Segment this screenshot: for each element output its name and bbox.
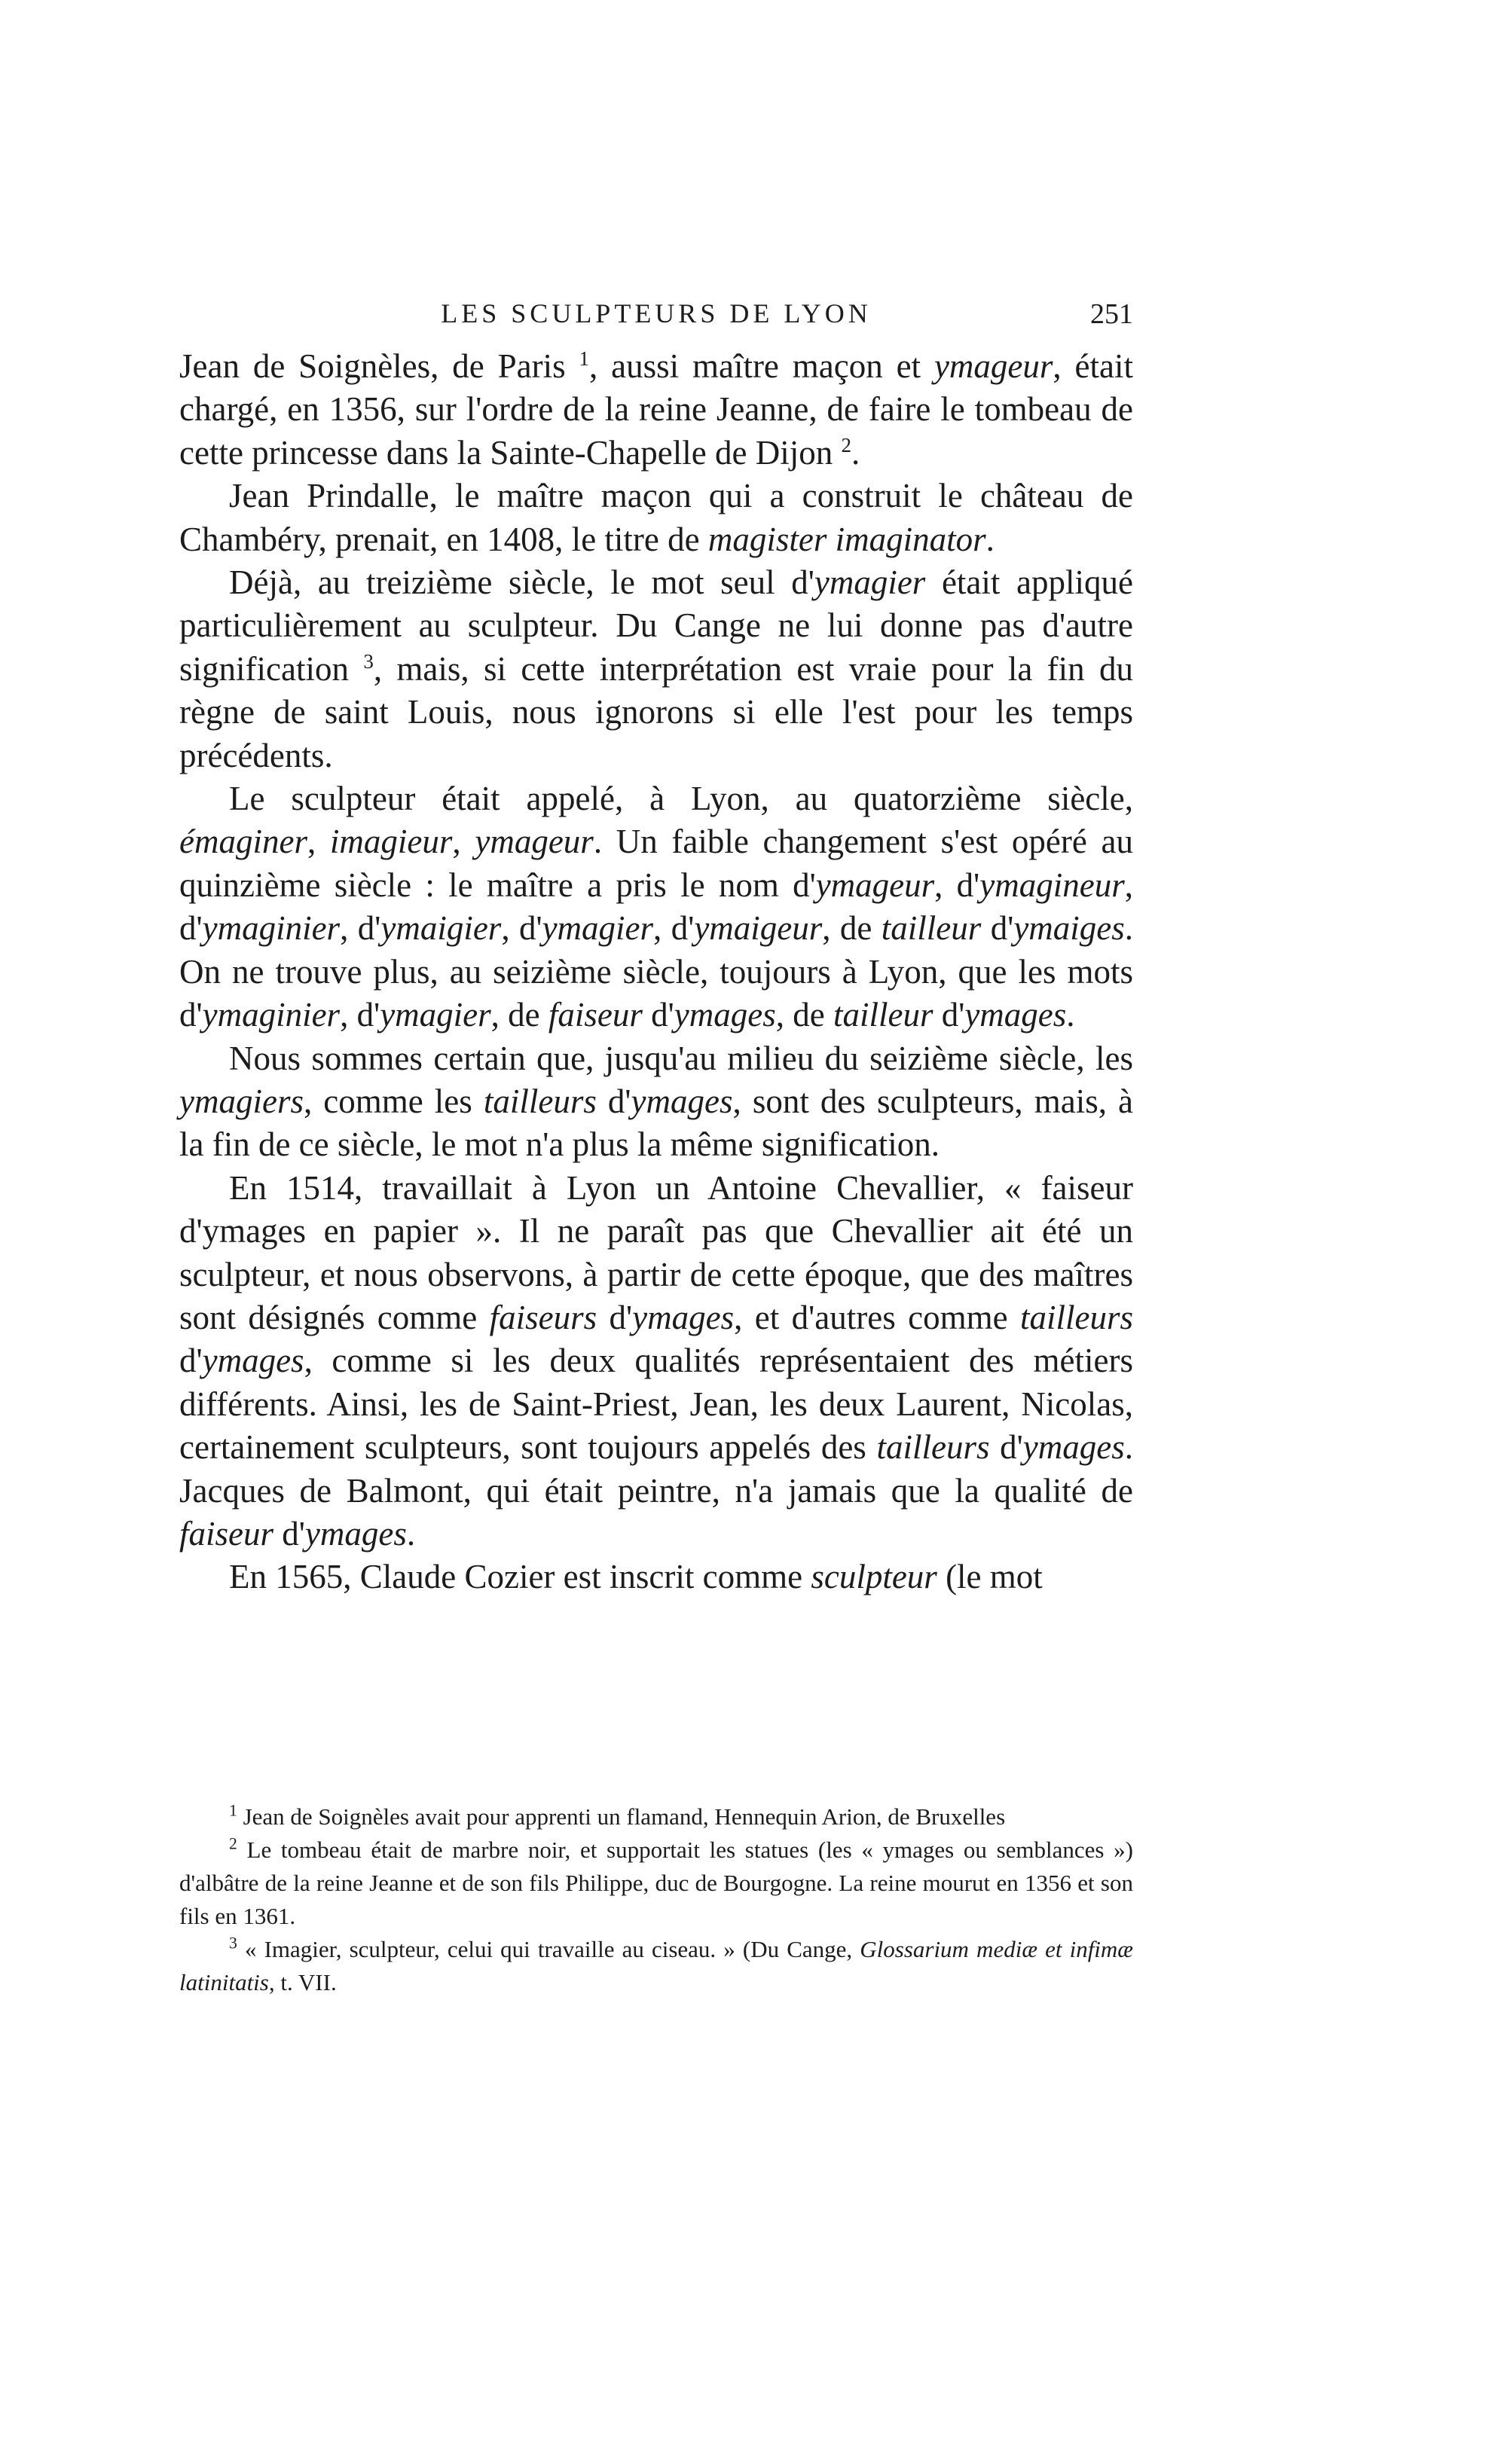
text-run: .	[851, 433, 860, 472]
text-run: ,	[307, 823, 330, 861]
italic-text: ymaginier	[202, 909, 341, 948]
footnote	[179, 1800, 1133, 1833]
text-run: d'	[596, 1082, 631, 1120]
text-run: , mais, si cette interprétation est vraie pour la fin du règne de saint Louis, nous ignorons si elle l'est pour les temps précédents.	[179, 649, 1133, 774]
italic-text: ymagier	[380, 996, 491, 1034]
text-run: d'	[179, 1342, 203, 1380]
footnotes	[179, 1800, 1133, 1999]
italic-text: ymageur	[933, 347, 1053, 385]
footnote	[179, 1933, 1133, 1999]
text-run: , t. VII.	[268, 1969, 337, 1995]
footnote-number: 2	[229, 1834, 237, 1853]
text-run: , aussi maître maçon et	[588, 347, 934, 385]
text-run: En 1514, travaillait à Lyon un Antoine Chevallier, « faiseur d'ymages en papier ». Il ne paraît pas que Chevallier ait été un sculpteur, et nous observons, à partir de cette époque, que des maîtres sont désignés comme	[179, 1168, 1133, 1336]
italic-text: faiseur	[179, 1514, 274, 1553]
italic-text: tailleurs	[1019, 1298, 1133, 1336]
paragraph	[179, 1556, 1133, 1598]
text-run: . Un faible changement s'est opéré au quinzième siècle : le maître a pris le nom d'	[179, 823, 1133, 904]
italic-text: émaginer	[179, 823, 307, 861]
italic-text: ymagiers	[179, 1082, 304, 1120]
italic-text: ymaginier	[202, 996, 341, 1034]
italic-text: tailleur	[833, 996, 933, 1034]
text-run: .	[406, 1514, 416, 1553]
text-run: était appliqué particulièrement au sculpteur. Du Cange ne lui donne pas d'autre signification	[179, 563, 1134, 688]
text-run: , était chargé, en 1356, sur l'ordre de la reine Jeanne, de faire le tombeau de cette princesse dans la Sainte-Chapelle de Dijon	[179, 347, 1133, 472]
text-run: d'	[933, 996, 965, 1034]
text-run: d'	[989, 1428, 1023, 1467]
italic-text: ymagineur	[979, 866, 1125, 904]
text-run: « Imagier, sculpteur, celui qui travaille au ciseau. » (Du Cange,	[237, 1936, 860, 1962]
italic-text: ymagier	[542, 909, 654, 948]
italic-text: ymaigeur	[694, 909, 823, 948]
text-run: .	[985, 520, 995, 558]
italic-text: sculpteur	[811, 1558, 937, 1596]
paragraph	[179, 561, 1133, 777]
italic-text: faiseurs	[489, 1298, 597, 1336]
footnote-number: 3	[229, 1934, 237, 1953]
italic-text: ymageur	[815, 866, 935, 904]
text-run: , de	[490, 996, 548, 1034]
italic-text: ymaiges	[1013, 909, 1125, 948]
italic-text: magister imaginator	[707, 520, 986, 558]
footnote-reference: 3	[363, 649, 374, 673]
text-run: (le mot	[937, 1558, 1043, 1596]
text-run: . On ne trouve plus, au seizième siècle, toujours à Lyon, que les mots d'	[179, 909, 1134, 1034]
text-run: Déjà, au treizième siècle, le mot seul d'	[229, 563, 814, 602]
text-run: , d'	[340, 996, 380, 1034]
text-run: , sont des sculpteurs, mais, à la fin de ce siècle, le mot n'a plus la même signification.	[179, 1082, 1133, 1164]
footnote-reference: 1	[579, 347, 589, 370]
text-run: , d'	[501, 909, 542, 948]
footnote	[179, 1833, 1133, 1933]
italic-text: tailleurs	[876, 1428, 990, 1467]
italic-text: Glossarium mediæ et infimæ latinitatis	[179, 1936, 1133, 1995]
paragraph	[179, 345, 1133, 475]
text-run: Le tombeau était de marbre noir, et supportait les statues (les « ymages ou semblances ») d'albâtre de la reine Jeanne et de son fils Philippe, duc de Bourgogne. La reine mourut en 1356 et son fils en 1361.	[179, 1837, 1133, 1929]
paragraph	[179, 777, 1133, 1037]
text-run: Jean de Soignèles avait pour apprenti un flamand, Hennequin Arion, de Bruxelles	[237, 1803, 1006, 1830]
page-header	[179, 298, 1133, 343]
text-run: Jean de Soignèles, de Paris	[179, 347, 579, 385]
text-run: . Jacques de Balmont, qui était peintre, n'a jamais que la qualité de	[179, 1428, 1134, 1510]
text-run: d'	[981, 909, 1014, 948]
text-run: , d'	[340, 909, 381, 948]
text-run: Jean Prindalle, le maître maçon qui a construit le château de Chambéry, prenait, en 1408, le titre de	[179, 477, 1133, 558]
italic-text: ymages	[632, 1298, 735, 1336]
italic-text: tailleurs	[483, 1082, 597, 1120]
italic-text: ymages	[1022, 1428, 1125, 1467]
text-run: , de	[822, 909, 882, 948]
text-run: , d'	[653, 909, 695, 948]
text-run: En 1565, Claude Cozier est inscrit comme	[229, 1558, 811, 1596]
page-number: 251	[1090, 298, 1133, 330]
text-run: d'	[642, 996, 674, 1034]
text-run: , comme si les deux qualités représentaient des métiers différents. Ainsi, les de Saint-Priest, Jean, les deux Laurent, Nicolas, certainement sculpteurs, sont toujours appelés des	[179, 1342, 1133, 1467]
italic-text: imagieur	[329, 823, 453, 861]
running-title: LES SCULPTEURS DE LYON	[441, 298, 872, 328]
italic-text: tailleur	[881, 909, 982, 948]
text-run: , d'	[179, 866, 1134, 948]
italic-text: ymagier	[814, 563, 926, 602]
paragraph	[179, 1167, 1133, 1556]
italic-text: ymaigier	[380, 909, 502, 948]
footnote-reference: 2	[841, 433, 851, 456]
text-run: Le sculpteur était appelé, à Lyon, au quatorzième siècle,	[229, 780, 1133, 818]
text-run: , et d'autres comme	[734, 1298, 1020, 1336]
body-text	[179, 345, 1133, 1599]
text-run: ,	[452, 823, 475, 861]
italic-text: ymages	[964, 996, 1067, 1034]
italic-text: ymages	[674, 996, 776, 1034]
text-run: .	[1066, 996, 1075, 1034]
footnote-number: 1	[229, 1801, 237, 1820]
italic-text: faiseur	[548, 996, 643, 1034]
text-run: Nous sommes certain que, jusqu'au milieu du seizième siècle, les	[229, 1039, 1133, 1077]
italic-text: ymages	[631, 1082, 733, 1120]
text-run: , d'	[934, 866, 980, 904]
paragraph	[179, 1037, 1133, 1167]
text-run: d'	[273, 1514, 305, 1553]
text-run: , de	[775, 996, 833, 1034]
text-run: d'	[597, 1298, 633, 1336]
text-run: , comme les	[303, 1082, 484, 1120]
paragraph	[179, 475, 1133, 561]
italic-text: ymageur	[475, 823, 594, 861]
italic-text: ymages	[202, 1342, 304, 1380]
italic-text: ymages	[304, 1514, 407, 1553]
